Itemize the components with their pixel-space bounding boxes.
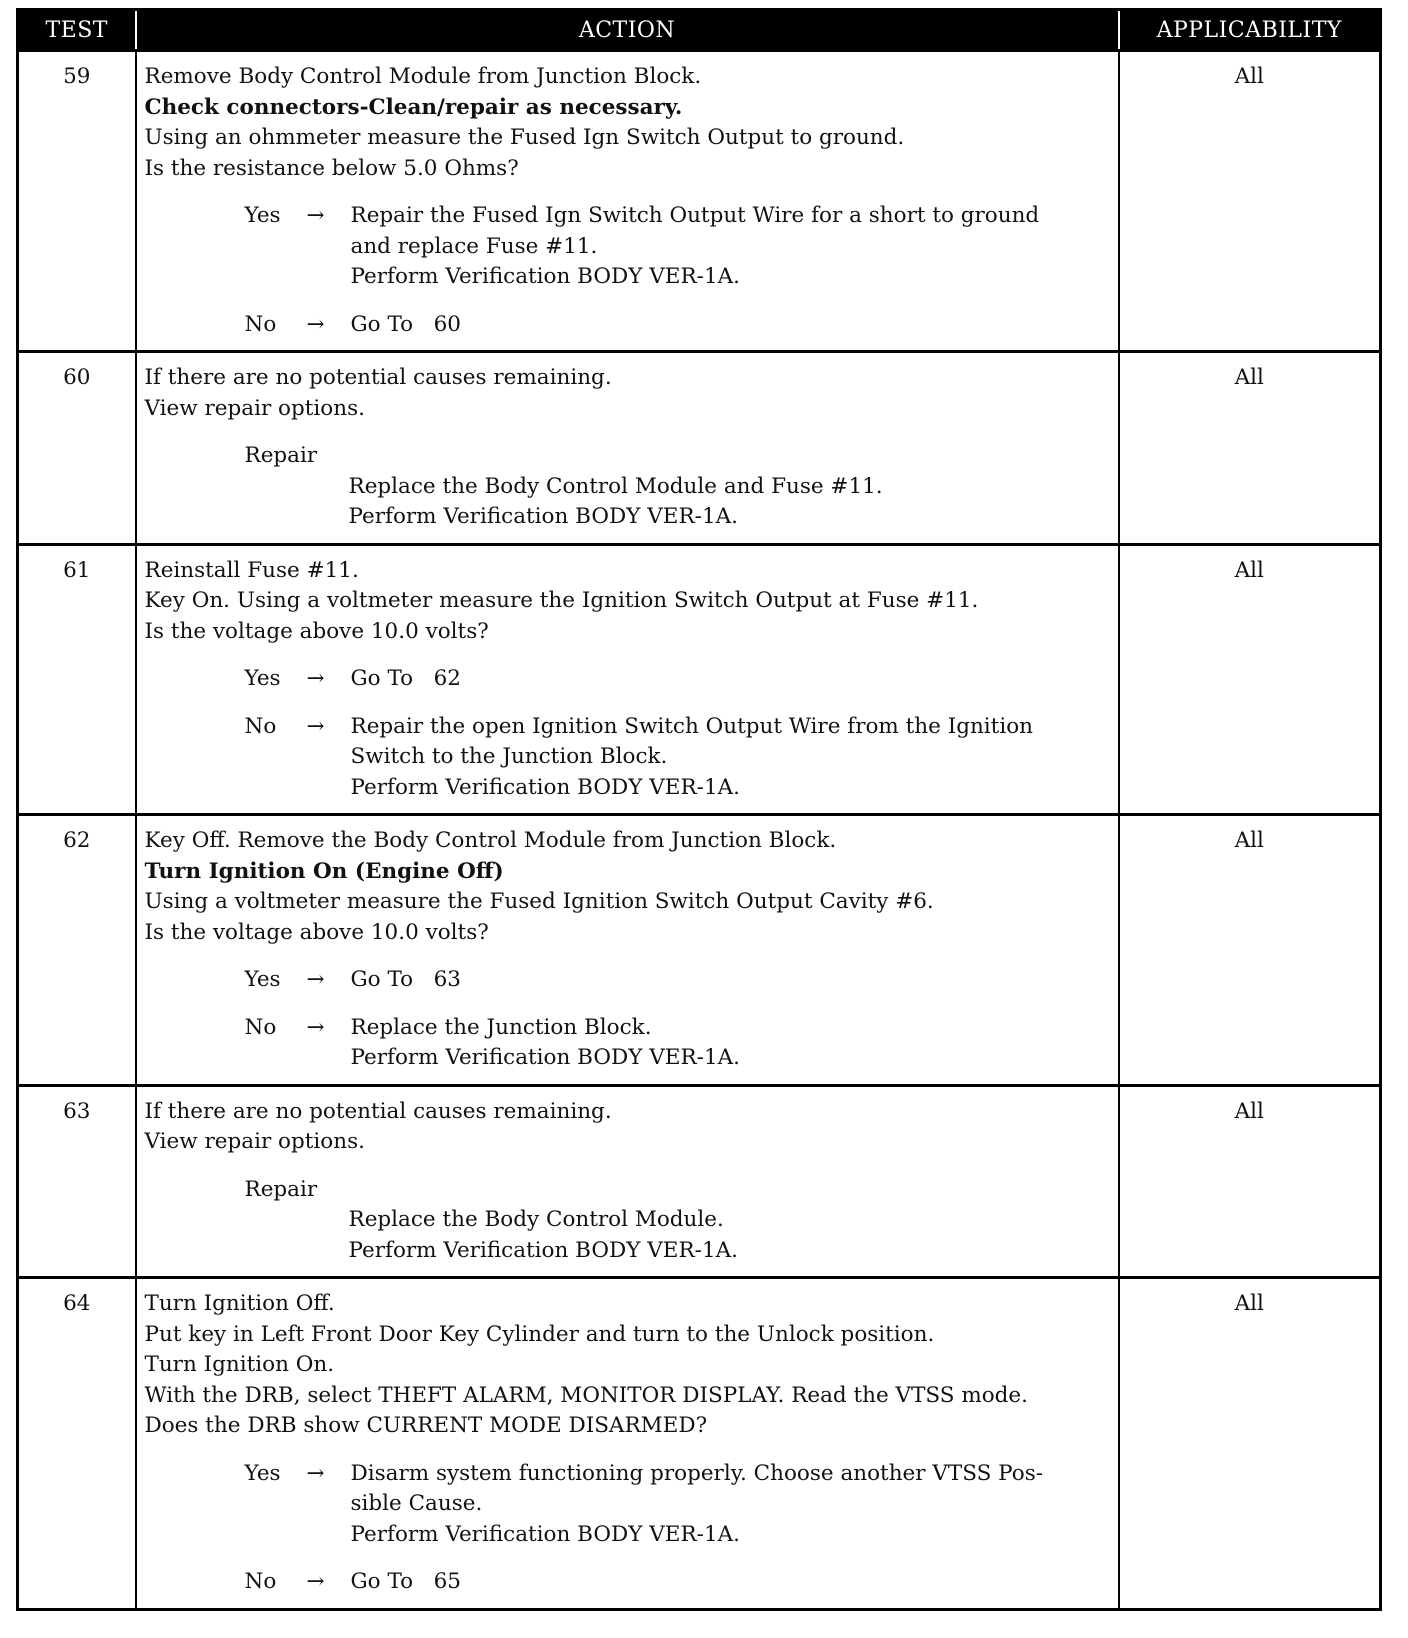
header-test: TEST bbox=[18, 10, 136, 51]
option-result bbox=[351, 201, 1110, 293]
repair-line: Replace the Body Control Module. bbox=[348, 1207, 724, 1232]
option-no bbox=[245, 1567, 1110, 1598]
action-line: Is the voltage above 10.0 volts? bbox=[144, 618, 489, 644]
action-line: View repair options. bbox=[144, 395, 365, 421]
action-line: Reinstall Fuse #11. bbox=[144, 557, 359, 583]
option-yes bbox=[245, 965, 1110, 996]
test-number: 64 bbox=[18, 1278, 136, 1610]
action-line: Remove Body Control Module from Junction Block. bbox=[144, 64, 702, 89]
result-line: and replace Fuse #11. bbox=[350, 233, 598, 259]
repair-line: Perform Verification BODY VER-1A. bbox=[348, 1237, 738, 1263]
option-result bbox=[351, 1013, 1110, 1074]
option-label: Yes bbox=[244, 967, 281, 992]
applicability-cell: All bbox=[1119, 1085, 1381, 1278]
table-row bbox=[18, 1085, 1381, 1278]
arrow-right-icon: → bbox=[306, 1460, 325, 1486]
option-no bbox=[245, 712, 1110, 804]
option-label: No bbox=[244, 713, 277, 739]
result-line: Go To 60 bbox=[350, 311, 461, 337]
table-row bbox=[18, 815, 1381, 1086]
applicability-cell: All bbox=[1119, 352, 1381, 545]
table-row bbox=[18, 1278, 1381, 1610]
action-line: With the DRB, select THEFT ALARM, MONITOR DISPLAY. Read the VTSS mode. bbox=[144, 1382, 1028, 1408]
test-number: 63 bbox=[18, 1085, 136, 1278]
result-line: sible Cause. bbox=[350, 1491, 483, 1516]
option-result bbox=[351, 965, 1110, 996]
option-yes bbox=[245, 1459, 1110, 1551]
action-line: Using an ohmmeter measure the Fused Ign Switch Output to ground. bbox=[144, 125, 905, 150]
arrow-right-icon: → bbox=[306, 203, 325, 228]
result-line: Perform Verification BODY VER-1A. bbox=[350, 264, 740, 289]
action-line: Is the resistance below 5.0 Ohms? bbox=[144, 155, 519, 181]
applicability-cell: All bbox=[1119, 1278, 1381, 1610]
applicability-cell: All bbox=[1119, 815, 1381, 1086]
action-line-bold: Turn Ignition On (Engine Off) bbox=[144, 858, 504, 884]
action-cell bbox=[136, 544, 1119, 815]
option-result bbox=[351, 1459, 1110, 1551]
table-row bbox=[18, 352, 1381, 545]
test-number: 62 bbox=[18, 815, 136, 1086]
result-line: Perform Verification BODY VER-1A. bbox=[350, 1521, 740, 1547]
result-line: Repair the open Ignition Switch Output Wire from the Ignition bbox=[350, 713, 1033, 739]
repair-line: Perform Verification BODY VER-1A. bbox=[348, 504, 738, 529]
arrow-right-icon: → bbox=[306, 967, 325, 992]
table-row bbox=[18, 544, 1381, 815]
repair-block bbox=[245, 441, 1110, 533]
action-line: Key On. Using a voltmeter measure the Ignition Switch Output at Fuse #11. bbox=[144, 588, 979, 613]
action-line: Put key in Left Front Door Key Cylinder and turn to the Unlock position. bbox=[144, 1321, 935, 1347]
option-result bbox=[351, 664, 1110, 695]
header-row bbox=[18, 10, 1381, 51]
option-no bbox=[245, 1013, 1110, 1074]
option-label: Yes bbox=[244, 203, 281, 228]
arrow-right-icon: → bbox=[306, 311, 325, 337]
repair-label: Repair bbox=[244, 1176, 318, 1202]
result-line: Perform Verification BODY VER-1A. bbox=[350, 1045, 740, 1070]
option-yes bbox=[245, 201, 1110, 293]
arrow-right-icon: → bbox=[306, 1014, 325, 1040]
repair-line: Replace the Body Control Module and Fuse #11. bbox=[348, 473, 883, 499]
result-line: Switch to the Junction Block. bbox=[350, 744, 668, 769]
diagnostic-table bbox=[16, 8, 1382, 1611]
action-cell bbox=[136, 815, 1119, 1086]
action-line: Turn Ignition On. bbox=[144, 1352, 335, 1377]
action-cell bbox=[136, 1085, 1119, 1278]
option-label: No bbox=[244, 1014, 277, 1040]
action-line: Turn Ignition Off. bbox=[144, 1291, 335, 1316]
option-label: No bbox=[244, 311, 277, 337]
applicability-cell: All bbox=[1119, 544, 1381, 815]
result-line: Perform Verification BODY VER-1A. bbox=[350, 774, 740, 800]
test-number: 59 bbox=[18, 51, 136, 352]
action-line: View repair options. bbox=[144, 1129, 365, 1154]
option-label: Yes bbox=[244, 1460, 281, 1486]
arrow-right-icon: → bbox=[306, 1569, 325, 1594]
option-result bbox=[351, 310, 1110, 341]
result-line: Go To 63 bbox=[350, 967, 461, 992]
result-line: Repair the Fused Ign Switch Output Wire for a short to ground bbox=[350, 203, 1040, 228]
action-line: Key Off. Remove the Body Control Module from Junction Block. bbox=[144, 828, 837, 853]
action-line: If there are no potential causes remaining. bbox=[144, 365, 612, 390]
header-applicability: APPLICABILITY bbox=[1119, 10, 1381, 51]
header-action: ACTION bbox=[136, 10, 1119, 51]
test-number: 61 bbox=[18, 544, 136, 815]
action-cell bbox=[136, 352, 1119, 545]
arrow-right-icon: → bbox=[306, 713, 325, 739]
arrow-right-icon: → bbox=[306, 666, 325, 691]
action-line: Using a voltmeter measure the Fused Ignition Switch Output Cavity #6. bbox=[144, 889, 934, 914]
option-no bbox=[245, 310, 1110, 341]
table-row bbox=[18, 51, 1381, 352]
option-result bbox=[351, 1567, 1110, 1598]
result-line: Go To 62 bbox=[350, 666, 461, 691]
applicability-cell: All bbox=[1119, 51, 1381, 352]
option-result bbox=[351, 712, 1110, 804]
action-cell bbox=[136, 51, 1119, 352]
action-cell bbox=[136, 1278, 1119, 1610]
option-yes bbox=[245, 664, 1110, 695]
test-number: 60 bbox=[18, 352, 136, 545]
repair-block bbox=[245, 1175, 1110, 1267]
action-line: Is the voltage above 10.0 volts? bbox=[144, 919, 489, 945]
action-line: Does the DRB show CURRENT MODE DISARMED? bbox=[144, 1413, 708, 1438]
repair-label: Repair bbox=[244, 443, 318, 468]
option-label: Yes bbox=[244, 666, 281, 691]
result-line: Go To 65 bbox=[350, 1569, 461, 1594]
action-line: If there are no potential causes remaining. bbox=[144, 1098, 612, 1124]
result-line: Replace the Junction Block. bbox=[350, 1014, 652, 1040]
option-label: No bbox=[244, 1569, 277, 1594]
action-line-bold: Check connectors-Clean/repair as necessary. bbox=[144, 94, 683, 120]
result-line: Disarm system functioning properly. Choose another VTSS Pos- bbox=[350, 1460, 1043, 1486]
